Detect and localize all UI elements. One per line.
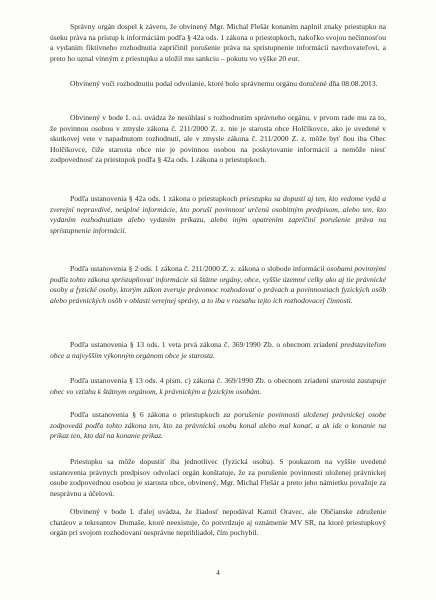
paragraph-provision-42a [50,194,386,236]
provision-quote-211-2000: osobami povinnými podľa tohto zákona sprístupňovať informácie sú štátne orgány, obce, vyššie územné celky ako aj tie právnické osoby a fyzické osoby, ktorým zákon zveruje právomoc rozhodovať o právach a povinnostiach fyzických osôb alebo právnických osôb v oblasti verejnej správy, a to iba v rozsahu tejto ich rozhodovacej činnosti. [50,264,386,305]
provision-lead-42a: Podľa ustanovenia § 42a ods. 1 zákona o priestupkoch [70,194,238,203]
page-number: 4 [216,569,220,577]
paragraph-provision-6 [50,410,386,442]
provision-quote-42a: priestupku sa dopustí aj ten, kto vedome vydá a zverejní nepravdivé, neúplné informácie, kto poruší povinnosť určenú osobitným predpisom, alebo ten, kto vydaním rozhodnutiam alebo vydaním príkazu, alebo iným opatrením zapríčiní porušenie práva na sprístupnenie informácií. [50,194,386,235]
provision-quote-13-1: predstaviteľom obce a najvyšším výkonným orgánom obce je starosta. [50,340,386,360]
provision-lead-13-4c: Podľa ustanovenia § 13 ods. 4 písm. c) zákona č. 369/1990 Zb. o obecnom zriadení [70,376,329,385]
paragraph-provision-13-4c [50,376,386,397]
provision-lead-13-1: Podľa ustanovenia § 13 ods. 1 veta prvá zákona č. 369/1990 Zb. o obecnom zriadení [70,340,338,349]
paragraph-appeal-point-1: Obvinený v bode I. o.i. uvádza že nesúhlasí s rozhodnutím správneho orgánu, v prvom rade mu za to, že povinnou osobou v zmysle zákona č. 211/2000 Z. z. nie je starosta obce Holčíkovce, ako je uvedené v skutkovej vete v napadnutom rozhodnutí, ale v zmysle zákona č. 211/2000 Z. z. môže byť ňou iba Obec Holčíkovce, čiže starosta obce nie je povinnou osobou na poskytovanie informácií a nemôže niesť zodpovednosť za priestupok podľa § 42a ods. 1 zákona o priestupkoch. [50,113,386,165]
provision-lead-211-2000: Podľa ustanovenia § 2 ods. 1 zákona č. 211/2000 Z. z. zákona o slobode informácií [70,264,325,273]
provision-lead-6: Podľa ustanovenia § 6 zákona o priestupkoch [70,410,220,419]
paragraph-conclusion-mayor: Priestupku sa môže dopustiť iba jednotlivec (fyzická osoba). S poukazom na vyššie uvedené ustanovenia právnych predpisov odvolací orgán konštatuje, že za porušenie povinnosti uloženej právnickej osobe zodpovednou osobou je starosta obce, obvinený, Mgr. Michal Flešár a preto jeho námietku považuje za nesprávnu a účelovú. [50,457,386,498]
provision-quote-6: za porušenie povinnosti uloženej právnickej osobe zodpovedá podľa tohto zákona ten, kto za právnickú osobu konal alebo mal konať, a ak ide o konanie na príkaz ten, kto dal na konanie príkaz. [50,410,386,441]
paragraph-appeal-point-1-continued: Obvinený v bode I. ďalej uvádza, že žiadosť nepodával Kamil Oravec, ale Občianske združenie chatárov a tekreantov Domaše, ktoré neexistuje, čo potvrdzuje aj oznámenie MV SR, na ktoré priestupkový orgán pri svojom rozhodovaní nesprávne neprihliadol, čím pochybil. [50,507,386,538]
paragraph-decision-summary: Správny orgán dospel k záveru, že obvinený Mgr. Michal Flešár konaním naplnil znaky priestupku na úseku práva na prístup k informáciám podľa § 42a ods. 1 zákona o priestupkoch, nakoľko svojou nečinnosťou a vydaním fiktívneho rozhodnutia zapríčinil porušenie práva na sprístupnenie informácií navrhovateľovi, a preto ho uznal vinným z priestupku a uložil mu sankciu – pokutu vo výške 20 eur. [50,22,386,63]
paragraph-provision-13-1 [50,340,386,361]
provision-quote-13-4c: starosta zastupuje obec vo vzťahu k štátnym orgánom, k právnickým a fyzickým osobám. [50,376,386,396]
paragraph-appeal-filed: Obvinený voči rozhodnutiu podal odvolanie, ktoré bolo správnemu orgánu doručené dňa 08.08.2013. [70,79,378,88]
paragraph-provision-211-2000 [50,264,386,306]
